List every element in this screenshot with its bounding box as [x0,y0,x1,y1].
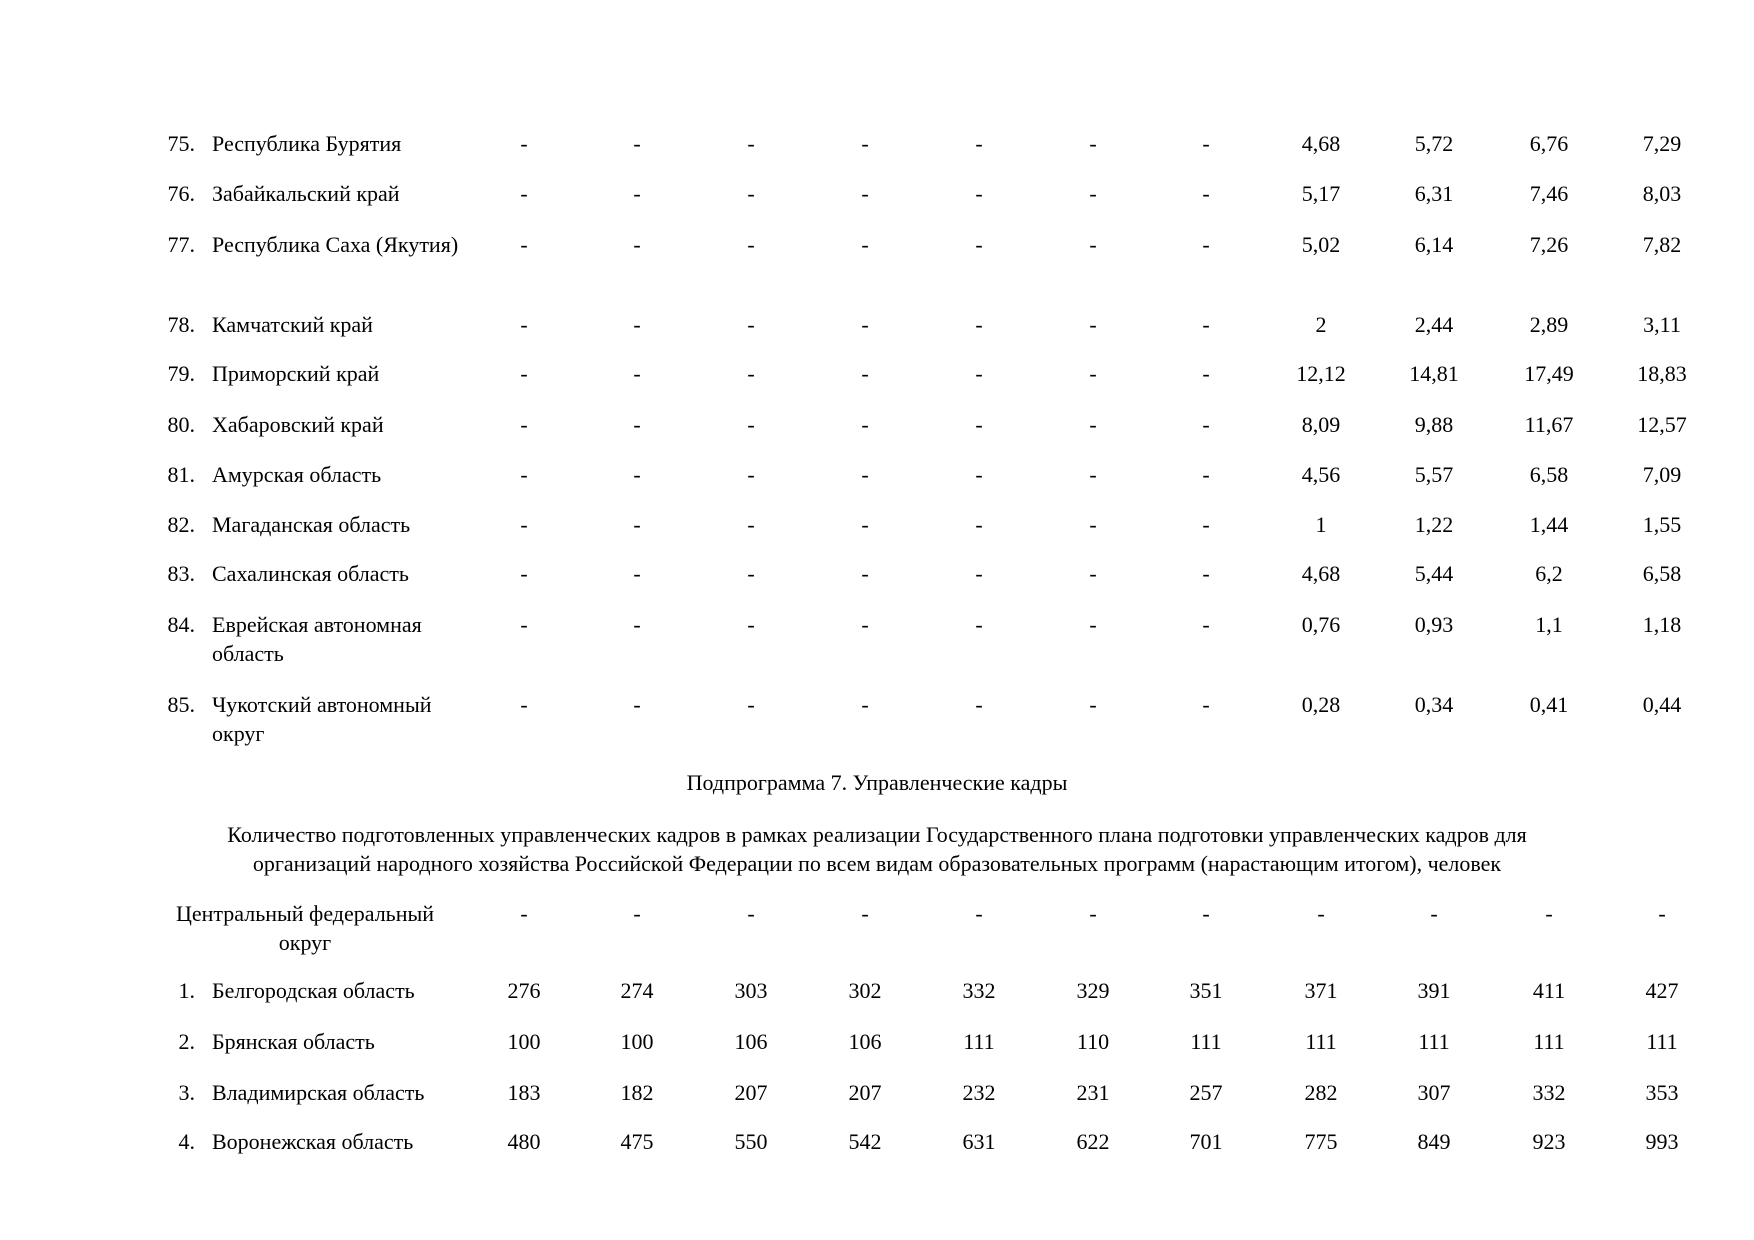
value-cell: 7,09 [1642,462,1682,487]
value-cell: - [1089,312,1097,337]
value-cell: 4,68 [1301,561,1341,586]
value-cell: - [975,181,983,206]
value-cell: 5,57 [1414,462,1454,487]
value-cell: - [1089,181,1097,206]
value-cell: 106 [734,1029,768,1054]
value-cell: - [747,361,755,386]
value-cell: 542 [848,1129,882,1154]
value-cell: - [975,131,983,156]
row-number: 3. [178,1080,195,1105]
value-cell: 5,72 [1414,131,1454,156]
row-number: 1. [178,978,195,1003]
value-cell: 100 [507,1029,541,1054]
value-cell: 111 [1418,1029,1450,1054]
value-cell: 5,44 [1414,561,1454,586]
value-cell: 923 [1532,1129,1566,1154]
value-cell: 4,56 [1301,462,1341,487]
value-cell: - [747,181,755,206]
value-cell: - [633,692,641,717]
row-number: 4. [178,1129,195,1154]
table-row [0,690,1754,750]
value-cell: - [633,312,641,337]
value-cell: 0,93 [1414,612,1454,637]
value-cell: 111 [963,1029,995,1054]
value-cell: 1,44 [1529,512,1569,537]
value-cell: 232 [962,1080,996,1105]
value-cell: - [1089,361,1097,386]
value-cell: - [747,312,755,337]
value-cell: - [747,462,755,487]
value-cell: - [520,412,528,437]
value-cell: - [1089,232,1097,257]
value-cell: - [1317,901,1325,926]
table-row [0,899,1754,959]
value-cell: - [633,512,641,537]
value-cell: 274 [620,978,654,1003]
row-number: 76. [167,181,195,206]
value-cell: - [1089,612,1097,637]
value-cell: - [747,692,755,717]
value-cell: 0,34 [1414,692,1454,717]
value-cell: 111 [1305,1029,1337,1054]
value-cell: 622 [1076,1129,1110,1154]
value-cell: 1,18 [1642,612,1682,637]
value-cell: - [1202,612,1210,637]
region-name: Амурская область [212,462,382,487]
value-cell: 5,17 [1301,181,1341,206]
value-cell: - [1089,412,1097,437]
value-cell: - [520,901,528,926]
value-cell: 11,67 [1524,412,1574,437]
value-cell: 17,49 [1524,361,1574,386]
value-cell: - [520,232,528,257]
value-cell: 257 [1189,1080,1223,1105]
value-cell: - [861,612,869,637]
value-cell: 475 [620,1129,654,1154]
value-cell: - [633,612,641,637]
value-cell: - [975,612,983,637]
region-name: Белгородская область [212,978,415,1003]
value-cell: - [1089,512,1097,537]
value-cell: - [861,462,869,487]
value-cell: - [747,232,755,257]
value-cell: - [1089,692,1097,717]
value-cell: 207 [734,1080,768,1105]
value-cell: 1 [1315,512,1327,537]
indicator-title: Количество подготовленных управленческих кадров в рамках реализации Государственного плана подготовки управленческих кадров для организаций народного хозяйства Российской Федерации по всем видам образовательных программ (нарастающим итогом), человек [227,822,1527,876]
value-cell: 849 [1417,1129,1451,1154]
value-cell: 6,2 [1535,561,1563,586]
value-cell: 0,41 [1529,692,1569,717]
value-cell: - [747,412,755,437]
row-number: 78. [167,312,195,337]
value-cell: - [520,131,528,156]
row-number: 75. [167,131,195,156]
value-cell: - [1202,412,1210,437]
region-name: Брянская область [212,1029,375,1054]
value-cell: - [1202,512,1210,537]
value-cell: 111 [1646,1029,1678,1054]
value-cell: - [520,561,528,586]
value-cell: 111 [1190,1029,1222,1054]
region-name: Владимирская область [212,1080,425,1105]
value-cell: - [861,412,869,437]
value-cell: 631 [962,1129,996,1154]
value-cell: 2,44 [1414,312,1454,337]
value-cell: - [747,612,755,637]
value-cell: - [1430,901,1438,926]
value-cell: 2,89 [1529,312,1569,337]
region-name: Еврейская автономная область [212,612,422,666]
value-cell: - [633,181,641,206]
value-cell: 276 [507,978,541,1003]
value-cell: - [520,462,528,487]
value-cell: 550 [734,1129,768,1154]
value-cell: - [520,312,528,337]
value-cell: 12,12 [1296,361,1346,386]
value-cell: - [1089,561,1097,586]
region-name: Камчатский край [212,312,373,337]
value-cell: - [520,512,528,537]
region-name: Магаданская область [212,512,411,537]
value-cell: 0,44 [1642,692,1682,717]
value-cell: - [1202,232,1210,257]
value-cell: 1,22 [1414,512,1454,537]
table-row [0,1127,1754,1187]
value-cell: 6,58 [1642,561,1682,586]
value-cell: - [633,232,641,257]
value-cell: - [747,901,755,926]
value-cell: 111 [1533,1029,1565,1054]
value-cell: - [861,131,869,156]
value-cell: 329 [1076,978,1110,1003]
row-number: 81. [167,462,195,487]
value-cell: - [1089,462,1097,487]
value-cell: 332 [962,978,996,1003]
region-name: Чукотский автономный округ [212,692,432,746]
value-cell: 0,28 [1301,692,1341,717]
value-cell: - [1658,901,1666,926]
value-cell: 7,82 [1642,232,1682,257]
value-cell: 183 [507,1080,541,1105]
value-cell: 106 [848,1029,882,1054]
value-cell: - [861,361,869,386]
row-number: 82. [167,512,195,537]
value-cell: 391 [1417,978,1451,1003]
value-cell: - [1202,901,1210,926]
value-cell: - [520,361,528,386]
value-cell: 14,81 [1409,361,1459,386]
value-cell: - [1202,361,1210,386]
value-cell: - [1089,131,1097,156]
value-cell: 775 [1304,1129,1338,1154]
value-cell: - [520,692,528,717]
value-cell: 2 [1315,312,1327,337]
value-cell: - [1202,692,1210,717]
row-number: 79. [167,361,195,386]
value-cell: - [975,361,983,386]
region-name: Республика Саха (Якутия) [212,232,459,257]
value-cell: - [1089,901,1097,926]
value-cell: 307 [1417,1080,1451,1105]
value-cell: 411 [1532,978,1566,1003]
value-cell: 6,58 [1529,462,1569,487]
value-cell: 1,55 [1642,512,1682,537]
value-cell: - [520,181,528,206]
value-cell: 701 [1189,1129,1223,1154]
value-cell: - [975,692,983,717]
value-cell: 7,46 [1529,181,1569,206]
value-cell: - [633,412,641,437]
region-name: Сахалинская область [212,561,409,586]
value-cell: - [633,361,641,386]
value-cell: - [861,181,869,206]
value-cell: - [747,561,755,586]
value-cell: - [1202,561,1210,586]
region-name: Центральный федеральный округ [175,901,435,955]
subprogram-title: Подпрограмма 7. Управленческие кадры [686,770,1068,795]
value-cell: - [520,612,528,637]
value-cell: - [975,312,983,337]
row-number: 85. [167,692,195,717]
value-cell: - [633,561,641,586]
value-cell: - [633,901,641,926]
value-cell: - [975,462,983,487]
table-row [0,610,1754,670]
value-cell: - [633,462,641,487]
value-cell: - [1202,131,1210,156]
value-cell: - [861,232,869,257]
value-cell: - [1202,462,1210,487]
row-number: 2. [178,1029,195,1054]
value-cell: - [861,512,869,537]
value-cell: 0,76 [1301,612,1341,637]
row-number: 80. [167,412,195,437]
row-number: 84. [167,612,195,637]
value-cell: 332 [1532,1080,1566,1105]
value-cell: 182 [620,1080,654,1105]
value-cell: 480 [507,1129,541,1154]
value-cell: 4,68 [1301,131,1341,156]
region-name: Хабаровский край [212,412,384,437]
value-cell: 100 [620,1029,654,1054]
value-cell: - [1545,901,1553,926]
region-name: Забайкальский край [212,181,400,206]
value-cell: 110 [1076,1029,1110,1054]
value-cell: 8,09 [1301,412,1341,437]
value-cell: - [975,232,983,257]
value-cell: - [861,561,869,586]
value-cell: 231 [1076,1080,1110,1105]
value-cell: 427 [1645,978,1679,1003]
value-cell: - [975,512,983,537]
value-cell: 6,31 [1414,181,1454,206]
value-cell: 6,14 [1414,232,1454,257]
value-cell: 7,26 [1529,232,1569,257]
value-cell: 302 [848,978,882,1003]
value-cell: 207 [848,1080,882,1105]
value-cell: 3,11 [1643,312,1681,337]
value-cell: 303 [734,978,768,1003]
value-cell: - [1202,312,1210,337]
value-cell: - [975,412,983,437]
value-cell: 5,02 [1301,232,1341,257]
row-number: 77. [167,232,195,257]
value-cell: 12,57 [1637,412,1687,437]
value-cell: 7,29 [1642,131,1682,156]
value-cell: 371 [1304,978,1338,1003]
region-name: Приморский край [212,361,380,386]
table-row [0,230,1754,290]
value-cell: - [1202,181,1210,206]
value-cell: - [975,901,983,926]
value-cell: - [975,561,983,586]
region-name: Воронежская область [212,1129,414,1154]
value-cell: - [633,131,641,156]
value-cell: - [861,312,869,337]
value-cell: 993 [1645,1129,1679,1154]
row-number: 83. [167,561,195,586]
value-cell: 351 [1189,978,1223,1003]
region-name: Республика Бурятия [212,131,402,156]
value-cell: 6,76 [1529,131,1569,156]
value-cell: - [747,131,755,156]
value-cell: 1,1 [1535,612,1563,637]
value-cell: 9,88 [1414,412,1454,437]
value-cell: 282 [1304,1080,1338,1105]
value-cell: 353 [1645,1080,1679,1105]
value-cell: 8,03 [1642,181,1682,206]
value-cell: - [747,512,755,537]
value-cell: - [861,901,869,926]
value-cell: 18,83 [1637,361,1687,386]
value-cell: - [861,692,869,717]
